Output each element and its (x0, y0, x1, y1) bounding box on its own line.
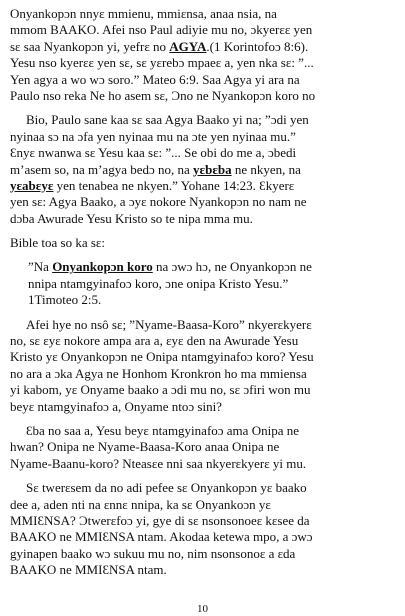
text-segment: sɛ saa Nyankopɔn yi, yefrɛ no (10, 38, 170, 54)
text-segment: Kristo yɛ Onyankopɔn ne Onipa ntamgyinafoɔ koro? Yesu (10, 349, 314, 365)
text-segment: yen tenabea ne nkyen.” Yohane 14:23. Ɛkyerɛ (53, 177, 295, 193)
text-segment: Bible toa so ka sɛ: (10, 235, 106, 251)
paragraph (10, 235, 395, 251)
text-segment: nnipa ntamgyinafoɔ koro, ɔne onipa Kristo Yesu.” (28, 275, 289, 291)
paragraph (10, 6, 395, 104)
text-line (10, 112, 395, 128)
text-line (10, 6, 395, 22)
text-segment: yi kabom, yɛ Onyame baako a ɔdi mu no, sɛ ɔfiri won mu (10, 382, 311, 398)
text-line (10, 178, 395, 194)
text-segment: dɔba Awurade Yesu Kristo so te nipa mma mu. (10, 210, 253, 226)
text-segment: BAAKO ne MMIƐNSA ntam. Akodaa ketewa mpo, a ɔwɔ (10, 529, 313, 545)
paragraph-gap (10, 104, 395, 112)
emphasized-text: Onyankopɔn koro (52, 259, 153, 275)
emphasized-text: yɛabɛyɛ (10, 177, 54, 193)
paragraph-gap (10, 415, 395, 423)
text-segment: Bio, Paulo sane kaa sɛ saa Agya Baako yi na; ”ɔdi yen (26, 112, 309, 128)
paragraph (10, 423, 395, 472)
text-segment: mmom BAAKO. Afei nso Paul adiyie mu no, ɔkyerɛɛ yen (10, 22, 313, 38)
paragraph-gap (10, 309, 395, 317)
text-line (10, 399, 395, 415)
text-segment: Ɛba no saa a, Yesu beyɛ ntamgyinafoɔ ama Onipa ne (26, 422, 299, 438)
text-line (10, 513, 395, 529)
text-line (10, 497, 395, 513)
text-line (10, 276, 395, 292)
emphasized-text: AGYA (169, 38, 207, 54)
text-segment: no ara a ɔka Agya ne Honhom Kronkron ho ma mmiensa (10, 365, 307, 381)
text-line (10, 423, 395, 439)
text-segment: beyɛ ntamgyinafoɔ a, Onyame ntoɔ sini? (10, 398, 222, 414)
text-segment: BAAKO ne MMIƐNSA ntam. (10, 562, 167, 578)
text-line (10, 211, 395, 227)
text-line (10, 162, 395, 178)
text-segment: Nyame-Baanu-koro? Nteasɛe nni saa nkyerɛkyerɛ yi mu. (10, 455, 307, 471)
text-segment: na ɔwɔ hɔ, ne Onyankopɔn ne (152, 259, 312, 275)
text-line (10, 529, 395, 545)
text-line (10, 145, 395, 161)
text-segment: ne nkyen, na (231, 161, 301, 177)
text-line (10, 129, 395, 145)
text-line (10, 546, 395, 562)
text-segment: Ɛnyɛ nwanwa sɛ Yesu kaa sɛ: ”... Se obi do me a, ɔbedi (10, 145, 297, 161)
paragraph (10, 317, 395, 415)
text-line (10, 55, 395, 71)
text-segment: ”Na (28, 259, 53, 275)
page-number: 10 (197, 603, 208, 615)
text-line (10, 194, 395, 210)
block-quote (10, 259, 395, 308)
text-segment: dee a, aden nti na ɛnnɛ nnipa, ka sɛ Onyankoɔn yɛ (10, 496, 271, 512)
text-segment: Onyankopɔn nnyɛ mmienu, mmiɛnsa, anaa nsia, na (10, 6, 277, 21)
paragraph (10, 112, 395, 227)
text-line (10, 235, 395, 251)
text-line (10, 456, 395, 472)
text-segment: MMIƐNSA? Ɔtwerɛfoɔ yi, gye di sɛ nsonsonoeɛ kɛsee da (10, 512, 310, 528)
text-segment: nyinaa sɔ na ɔfa yen nyinaa mu na ɔte yen nyinaa mu.” (10, 128, 296, 144)
text-segment: Paulo nso reka Ne ho asem sɛ, Ɔno ne Nyankopɔn koro no (10, 87, 316, 103)
text-line (10, 562, 395, 578)
paragraph-gap (10, 251, 395, 259)
text-segment: Afei hye no nsô sɛ; ”Nyame-Baasa-Koro” nkyerɛkyerɛ (26, 316, 312, 332)
paragraph (10, 480, 395, 578)
text-line (10, 349, 395, 365)
text-segment: yen sɛ: Agya Baako, a ɔyɛ nokore Nyankopɔn no nam ne (10, 194, 307, 210)
text-line (10, 39, 395, 55)
text-line (10, 292, 395, 308)
text-line (10, 88, 395, 104)
text-line (10, 22, 395, 38)
text-segment: Sɛ twerɛsem da no adi pefee sɛ Onyankopɔn yɛ baako (26, 480, 307, 496)
paragraph-gap (10, 227, 395, 235)
text-segment: Yesu nso kyerɛɛ yen sɛ, sɛ yɛrebɔ mpaeɛ a, yen nka sɛ: ”... (10, 55, 314, 71)
text-line (10, 333, 395, 349)
text-segment: hwan? Onipa ne Nyame-Baasa-Koro anaa Onipa ne (10, 439, 280, 455)
text-segment: .(1 Korintofoɔ 8:6). (206, 38, 309, 54)
text-segment: 1Timoteo 2:5. (28, 292, 102, 308)
text-segment: gyinapen baako wɔ sukuu mu no, nim nsonsonoɛ a ɛda (10, 545, 296, 561)
text-line (10, 259, 395, 275)
text-segment: no, sɛ ɛyɛ nokore ampa ara a, ɛyɛ den na Awurade Yesu (10, 333, 299, 349)
paragraph-gap (10, 472, 395, 480)
text-line (10, 317, 395, 333)
text-segment: m’asem so, na m’agya bedɔ no, na (10, 161, 194, 177)
text-line (10, 382, 395, 398)
text-line (10, 72, 395, 88)
emphasized-text: yɛbɛba (193, 161, 232, 177)
text-line (10, 480, 395, 496)
text-line (10, 439, 395, 455)
text-line (10, 366, 395, 382)
text-segment: Yen agya a wo wɔ soro.” Mateo 6:9. Saa Agya yi ara na (10, 71, 300, 87)
